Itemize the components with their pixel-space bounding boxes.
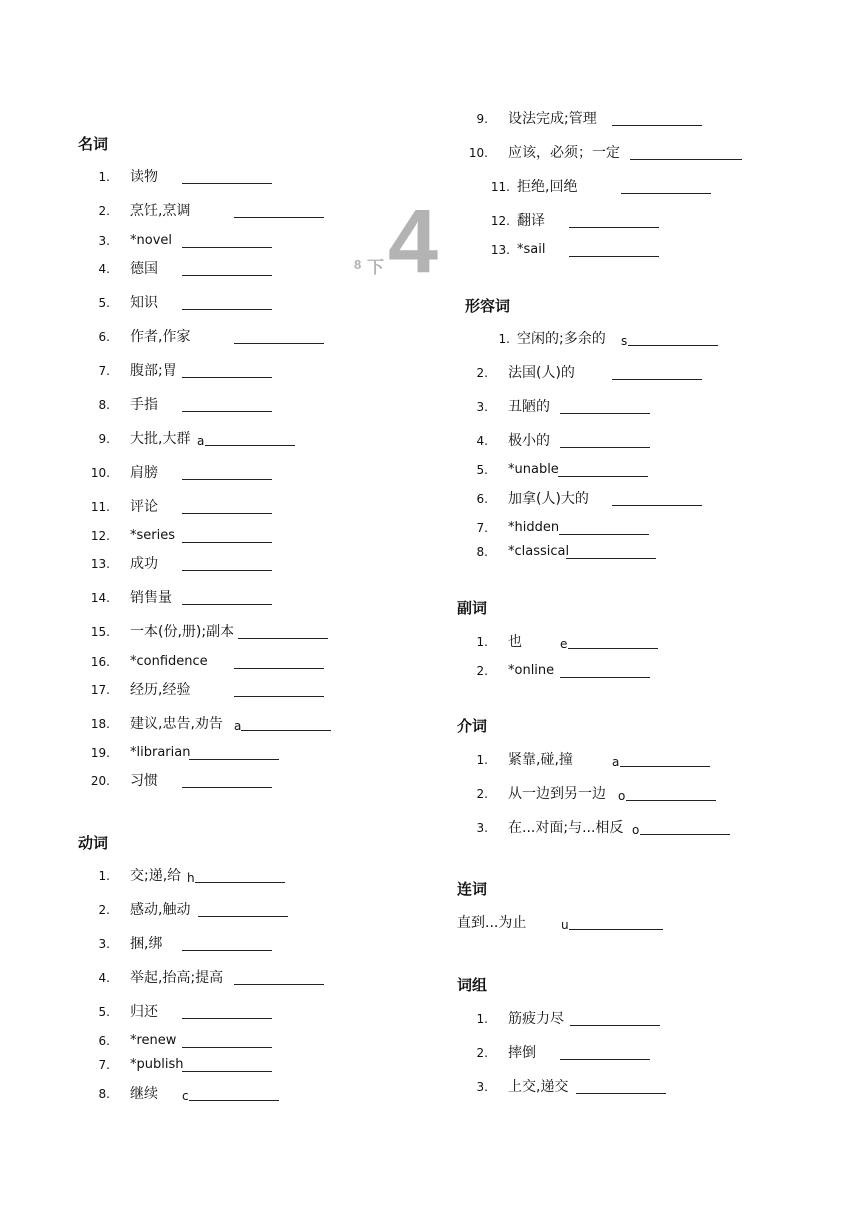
item-text: 腹部;胃 [130,363,177,379]
item-number: 4. [98,971,110,985]
item-initial-hint: h [187,871,195,885]
section-heading-preposition: 介词 [457,717,488,735]
answer-blank[interactable] [558,476,648,477]
item-number: 6. [476,492,488,506]
verb-item [0,110,860,130]
item-text: 空闲的;多余的 [517,331,606,347]
answer-blank[interactable] [182,275,272,276]
item-number: 1. [476,753,488,767]
item-text: *classical [508,544,570,559]
item-number: 6. [98,330,110,344]
item-number: 5. [98,1005,110,1019]
item-text: *series [130,528,175,543]
item-number: 19. [90,746,110,760]
adjective-item [0,490,860,510]
adjective-item [0,330,860,350]
section-heading-adverb: 副词 [457,599,488,617]
answer-blank[interactable] [182,309,272,310]
item-text: 交;递,给 [130,868,182,884]
item-text: 习惯 [130,773,158,789]
phrase-item [0,1044,860,1064]
item-text: 筋疲力尽 [508,1011,564,1027]
item-number: 5. [476,463,488,477]
item-initial-hint: e [560,637,568,651]
item-text: 肩膀 [130,465,158,481]
item-text: *novel [130,233,172,248]
answer-blank[interactable] [234,696,324,697]
item-initial-hint: o [632,823,640,837]
adjective-item [0,543,860,563]
item-initial-hint: a [234,719,242,733]
phrase-item [0,1010,860,1030]
item-number: 2. [476,366,488,380]
answer-blank[interactable] [612,505,702,506]
adjective-item [0,461,860,481]
answer-blank[interactable] [182,513,272,514]
noun-item [0,715,860,735]
conjunction-item [0,914,860,934]
adjective-item [0,364,860,384]
item-text: 德国 [130,261,158,277]
item-text: *hidden [508,520,560,535]
answer-blank[interactable] [241,730,331,731]
item-number: 6. [98,1034,110,1048]
verb-item [0,241,860,261]
item-text: 继续 [130,1086,158,1102]
answer-blank[interactable] [182,570,272,571]
item-number: 1. [476,635,488,649]
item-number: 5. [98,296,110,310]
answer-blank[interactable] [182,604,272,605]
answer-blank[interactable] [640,834,730,835]
item-text: 摔倒 [508,1045,536,1061]
item-text: 手指 [130,397,158,413]
item-text: *unable [508,462,559,477]
item-initial-hint: a [612,755,620,769]
item-initial-hint: o [618,789,626,803]
item-number: 9. [476,112,488,126]
item-text: 举起,抬高;提高 [130,970,224,986]
item-initial-hint: a [197,434,205,448]
item-number: 1. [476,1012,488,1026]
item-number: 3. [98,937,110,951]
section-heading-verb: 动词 [78,834,109,852]
item-number: 4. [98,262,110,276]
item-number: 20. [90,774,110,788]
item-text: 感动,触动 [130,902,191,918]
noun-item [0,589,860,609]
item-number: 3. [476,1080,488,1094]
item-text: 作者,作家 [130,329,191,345]
preposition-item [0,751,860,771]
adverb-item [0,662,860,682]
item-number: 11. [90,500,110,514]
item-text: 知识 [130,295,158,311]
preposition-item [0,785,860,805]
item-text: 直到...为止 [457,915,527,931]
noun-item [0,681,860,701]
item-number: 16. [90,655,110,669]
item-number: 9. [98,432,110,446]
item-number: 11. [490,180,510,194]
answer-blank[interactable] [559,534,649,535]
answer-blank[interactable] [569,256,659,257]
item-text: *sail [517,242,546,257]
verb-item [0,969,860,989]
item-text: *publish [130,1057,184,1072]
item-text: 丑陋的 [508,399,550,415]
answer-blank[interactable] [560,1059,650,1060]
verb-item [0,867,860,887]
noun-item [0,294,860,314]
answer-blank[interactable] [189,1100,279,1101]
item-number: 3. [476,400,488,414]
item-number: 18. [90,717,110,731]
item-text: 拒绝,回绝 [517,179,578,195]
item-initial-hint: u [561,918,569,932]
item-number: 4. [476,434,488,448]
item-number: 13. [90,557,110,571]
item-text: 评论 [130,499,158,515]
item-number: 2. [98,204,110,218]
answer-blank[interactable] [569,929,663,930]
item-number: 2. [476,1046,488,1060]
answer-blank[interactable] [182,1071,272,1072]
verb-item [0,178,860,198]
item-text: 翻译 [517,213,545,229]
item-number: 3. [476,821,488,835]
item-text: 一本(份,册);副本 [130,624,235,640]
answer-blank[interactable] [626,800,716,801]
item-number: 17. [90,683,110,697]
item-number: 1. [98,869,110,883]
item-text: 建议,忠告,劝告 [130,716,223,732]
item-text: *librarian [130,745,191,760]
item-number: 2. [98,903,110,917]
verb-item [0,144,860,164]
item-number: 12. [90,529,110,543]
item-number: 3. [98,234,110,248]
answer-blank[interactable] [570,1025,660,1026]
item-number: 14. [90,591,110,605]
item-number: 7. [476,521,488,535]
answer-blank[interactable] [566,558,656,559]
item-text: *confidence [130,654,208,669]
item-number: 8. [98,1087,110,1101]
item-text: 上交,递交 [508,1079,569,1095]
item-text: 大批,大群 [130,431,191,447]
item-number: 1. [98,170,110,184]
phrase-item [0,1078,860,1098]
item-number: 15. [90,625,110,639]
section-heading-adjective: 形容词 [465,297,511,315]
item-text: *online [508,663,555,678]
answer-blank[interactable] [621,193,711,194]
item-number: 1. [498,332,510,346]
item-number: 13. [490,243,510,257]
adjective-item [0,398,860,418]
badge-unit-number: 4 [388,192,439,292]
answer-blank[interactable] [620,766,710,767]
badge-term: 下 [367,258,384,277]
item-text: *renew [130,1033,177,1048]
answer-blank[interactable] [612,125,702,126]
item-text: 销售量 [130,590,172,606]
section-heading-noun: 名词 [78,135,109,153]
item-text: 紧靠,碰,撞 [508,752,573,768]
section-heading-phrase: 词组 [457,976,488,994]
item-text: 捆,绑 [130,936,163,952]
item-text: 烹饪,烹调 [130,203,191,219]
item-number: 10. [90,466,110,480]
item-number: 10. [468,146,488,160]
item-text: 从一边到另一边 [508,786,606,802]
item-text: 也 [508,634,522,650]
answer-blank[interactable] [182,950,272,951]
item-text: 极小的 [508,433,550,449]
answer-blank[interactable] [630,159,742,160]
answer-blank[interactable] [234,984,324,985]
item-number: 7. [98,1058,110,1072]
item-text: 设法完成;管理 [508,111,597,127]
noun-item [0,260,860,280]
answer-blank[interactable] [195,882,285,883]
answer-blank[interactable] [568,648,658,649]
item-number: 8. [98,398,110,412]
item-text: 归还 [130,1004,158,1020]
item-number: 2. [476,664,488,678]
answer-blank[interactable] [628,345,718,346]
item-initial-hint: s [621,334,628,348]
item-number: 7. [98,364,110,378]
preposition-item [0,819,860,839]
adjective-item [0,432,860,452]
item-text: 加拿(人)大的 [508,491,589,507]
badge-grade: 8 [354,257,362,272]
adjective-item [0,519,860,539]
item-text: 应该，必须；一定 [508,145,620,161]
adverb-item [0,633,860,653]
item-text: 成功 [130,556,158,572]
item-text: 经历,经验 [130,682,191,698]
answer-blank[interactable] [569,227,659,228]
item-number: 2. [476,787,488,801]
item-number: 12. [490,214,510,228]
answer-blank[interactable] [560,413,650,414]
item-text: 法国(人)的 [508,365,575,381]
answer-blank[interactable] [576,1093,666,1094]
verb-item [0,212,860,232]
answer-blank[interactable] [560,447,650,448]
section-heading-conjunction: 连词 [457,880,488,898]
verb-item [0,935,860,955]
item-initial-hint: c [182,1089,189,1103]
item-text: 在...对面;与...相反 [508,820,624,836]
item-number: 8. [476,545,488,559]
item-text: 读物 [130,169,158,185]
answer-blank[interactable] [560,677,650,678]
answer-blank[interactable] [612,379,702,380]
